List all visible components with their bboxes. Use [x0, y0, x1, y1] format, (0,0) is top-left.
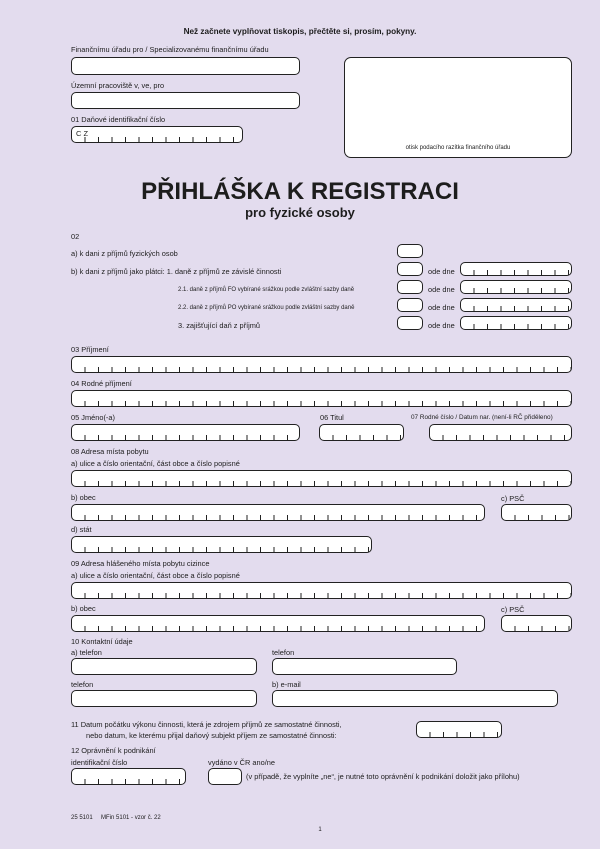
address-street-input[interactable] [71, 470, 572, 487]
license-note: (v případě, že vyplníte „ne“, je nutné toto oprávnění k podnikání doložit jako přílohu) [246, 772, 520, 781]
foreign-zip-input[interactable] [501, 615, 572, 632]
phone3-label: telefon [71, 680, 94, 689]
tax-fo-label: a) k dani z příjmů fyzických osob [71, 249, 178, 258]
address-zip-label: c) PSČ [501, 494, 525, 503]
foreign-address-heading: 09 Adresa hlášeného místa pobytu cizince [71, 559, 210, 568]
address-state-label: d) stát [71, 525, 92, 534]
since-date-3[interactable] [460, 298, 572, 312]
license-heading: 12 Oprávnění k podnikání [71, 746, 156, 755]
since-label-1: ode dne [428, 267, 455, 276]
name-label: 05 Jméno(-a) [71, 413, 115, 422]
phone-a-input[interactable] [71, 658, 257, 675]
tax-fo-withholding-label: 2.1. daně z příjmů FO vybírané srážkou podle zvláštní sazby daně [178, 287, 355, 293]
tax-payer1-checkbox[interactable] [397, 262, 423, 276]
license-id-label: identifikační číslo [71, 758, 128, 767]
surname-label: 03 Příjmení [71, 345, 109, 354]
birth-surname-label: 04 Rodné příjmení [71, 379, 132, 388]
office-input[interactable] [71, 57, 300, 75]
license-issued-input[interactable] [208, 768, 242, 785]
birth-number-label: 07 Rodné číslo / Datum nar. (není-li RČ přiděleno) [411, 414, 553, 421]
license-id-input[interactable] [71, 768, 186, 785]
start-date-label-1: 11 Datum počátku výkonu činnosti, která je zdrojem příjmů ze samostatné činnosti, [71, 720, 342, 729]
address-city-label: b) obec [71, 493, 96, 502]
since-date-4[interactable] [460, 316, 572, 330]
foreign-city-label: b) obec [71, 604, 96, 613]
tax-payer-label: b) k dani z příjmů jako plátci: 1. daně z příjmů ze závislé činnosti [71, 267, 282, 276]
foreign-city-input[interactable] [71, 615, 485, 632]
start-date-input[interactable] [416, 721, 502, 738]
tax-po-withholding-label: 2.2. daně z příjmů PO vybírané srážkou podle zvláštní sazby daně [178, 305, 355, 311]
email-label: b) e-mail [272, 680, 301, 689]
tax-payer21-checkbox[interactable] [397, 280, 423, 294]
tin-prefix: C Z [76, 129, 89, 138]
birth-number-input[interactable] [429, 424, 572, 441]
form-title: PŘIHLÁŠKA K REGISTRACI [141, 178, 459, 205]
form-code: 25 5101 MFin 5101 - vzor č. 22 [71, 815, 161, 821]
start-date-label-2: nebo datum, ke kterému přijal daňový subjekt příjem ze samostatné činnosti: [86, 731, 337, 740]
address-state-input[interactable] [71, 536, 372, 553]
phone2-label: telefon [272, 648, 295, 657]
stamp-label: otisk podacího razítka finančního úřadu [405, 145, 511, 151]
name-input[interactable] [71, 424, 300, 441]
since-label-2: ode dne [428, 285, 455, 294]
phone-a-label: a) telefon [71, 648, 102, 657]
section-02-num: 02 [71, 232, 80, 241]
since-date-2[interactable] [460, 280, 572, 294]
birth-surname-input[interactable] [71, 390, 572, 407]
contact-heading: 10 Kontaktní údaje [71, 637, 133, 646]
phone3-input[interactable] [71, 690, 257, 707]
address-city-input[interactable] [71, 504, 485, 521]
license-issued-label: vydáno v ČR ano/ne [208, 758, 275, 767]
page-number: 1 [318, 827, 322, 833]
since-label-4: ode dne [428, 321, 455, 330]
form-subtitle: pro fyzické osoby [245, 205, 355, 220]
tax-securing-label: 3. zajišťující daň z příjmů [178, 321, 261, 330]
tax-payer22-checkbox[interactable] [397, 298, 423, 312]
tin-label: 01 Daňové identifikační číslo [71, 115, 166, 124]
foreign-street-input[interactable] [71, 582, 572, 599]
foreign-street-label: a) ulice a číslo orientační, část obce a číslo popisné [71, 571, 240, 580]
title-label: 06 Titul [320, 413, 344, 422]
address-street-label: a) ulice a číslo orientační, část obce a číslo popisné [71, 459, 240, 468]
branch-label: Územní pracoviště v, ve, pro [71, 81, 165, 90]
phone2-input[interactable] [272, 658, 457, 675]
tax-fo-checkbox[interactable] [397, 244, 423, 258]
foreign-zip-label: c) PSČ [501, 605, 525, 614]
stamp-box [344, 57, 572, 158]
email-input[interactable] [272, 690, 558, 707]
surname-input[interactable] [71, 356, 572, 373]
office-label: Finančnímu úřadu pro / Specializovanému finančnímu úřadu [71, 45, 269, 54]
instruction-text: Než začnete vyplňovat tiskopis, přečtěte si, prosím, pokyny. [183, 27, 417, 36]
tax-payer3-checkbox[interactable] [397, 316, 423, 330]
since-date-1[interactable] [460, 262, 572, 276]
title-input[interactable] [319, 424, 404, 441]
address-heading: 08 Adresa místa pobytu [71, 447, 149, 456]
since-label-3: ode dne [428, 303, 455, 312]
address-zip-input[interactable] [501, 504, 572, 521]
branch-input[interactable] [71, 92, 300, 109]
tin-input[interactable] [71, 126, 243, 143]
